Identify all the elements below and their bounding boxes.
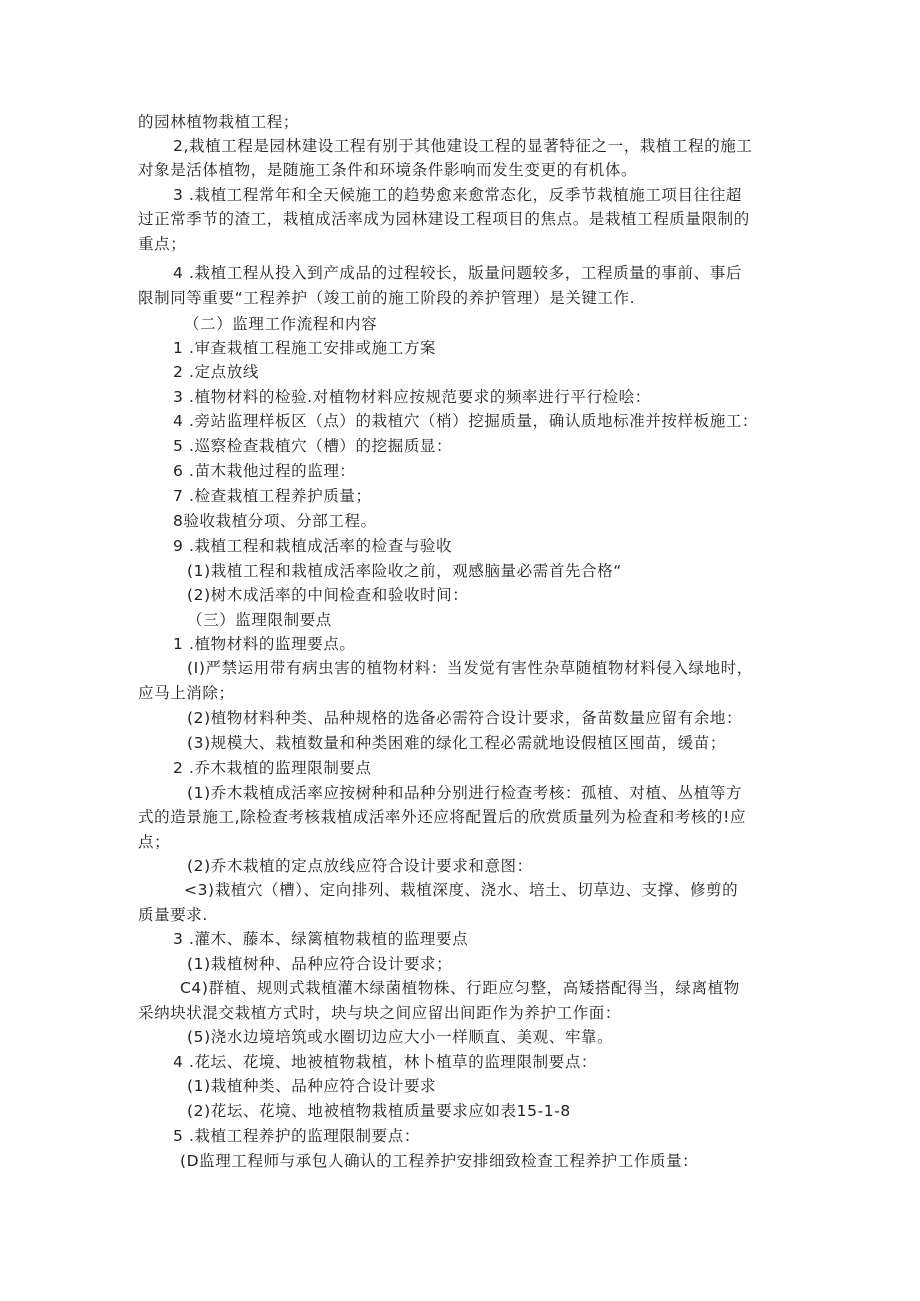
text-line: (2)树木成活率的中间检查和验收时间： bbox=[187, 586, 469, 604]
text-line: (I)严禁运用带有病虫害的植物材料：当发觉有害性杂草随植物材料侵入绿地时， bbox=[187, 659, 753, 677]
text-line: 4 .栽植工程从投入到产成品的过程较长，版量问题较多，工程质量的事前、事后 bbox=[173, 264, 742, 282]
text-line: 的园林植物栽植工程； bbox=[138, 113, 300, 131]
text-line: 9 .栽植工程和栽植成活率的检查与验收 bbox=[173, 537, 453, 555]
text-line: 5 .巡察检查栽植穴（槽）的挖掘质显： bbox=[173, 437, 453, 455]
text-line: 质量要求. bbox=[138, 906, 208, 924]
text-line: 1 .植物材料的监理要点。 bbox=[173, 635, 356, 653]
text-line: 式的造景施工,除检查考核栽植成活率外还应将配置后的欣赏质量列为检査和考核的!应 bbox=[138, 808, 747, 826]
text-line: 3 .植物材料的检验.对植物材料应按规范要求的频率进行平行检哙： bbox=[173, 388, 651, 406]
section-heading: （三）监理限制要点 bbox=[187, 611, 332, 629]
text-line: 点； bbox=[138, 833, 171, 851]
text-line: 限制同等重要“工程养护（竣工前的施工阶段的养护管理）是关键工作. bbox=[138, 289, 636, 307]
text-line: 2 .定点放线 bbox=[173, 363, 259, 381]
text-line: 2,栽植工程是园林建设工程有别于其他建设工程的显著特征之一，栽植工程的施工 bbox=[173, 137, 753, 155]
text-line: 过正常季节的渣工，栽植成活率成为园林建设工程项目的焦点。是栽植工程质量限制的 bbox=[138, 210, 750, 228]
text-line: (2)植物材料种类、品种规格的选备必需符合设计要求，备苗数量应留有余地： bbox=[187, 709, 743, 727]
text-line: (5)浇水边境培筑或水圈切边应大小一样顺直、美观、牢靠。 bbox=[187, 1028, 614, 1046]
text-line: 采纳块状混交栽植方式时，块与块之间应留出间距作为养护工作面： bbox=[138, 1004, 622, 1022]
text-line: 6 .苗木栽他过程的监理： bbox=[173, 462, 356, 480]
text-line: 4 .旁站监理样板区（点）的栽植穴（梢）挖掘质量，确认质地标准并按样板施工： bbox=[173, 412, 759, 430]
text-line: 3 .灌木、藤本、绿篱植物栽植的监理要点 bbox=[173, 930, 469, 948]
text-line: C4)群植、规则式栽植灌木绿菌植物株、行距应匀整，高矮搭配得当，绿离植物 bbox=[180, 979, 740, 997]
text-line: (D监理工程师与承包人确认的工程养护安排细致检查工程养护工作质量： bbox=[180, 1152, 699, 1170]
text-line: (1)乔木栽植成活率应按树种和品种分别进行检查考核：孤植、对植、丛植等方 bbox=[187, 784, 743, 802]
text-line: (1)栽植工程和栽植成活率险收之前，观感脑量必需首先合格“ bbox=[187, 562, 622, 580]
text-line: (2)乔木栽植的定点放线应符合设计要求和意图： bbox=[187, 857, 533, 875]
text-line: (2)花坛、花境、地被植物栽植质量要求应如表15-1-8 bbox=[187, 1102, 571, 1120]
text-line: 应马上消除； bbox=[138, 684, 235, 702]
text-line: 4 .花坛、花境、地被植物栽植，林卜植草的监理限制要点： bbox=[173, 1053, 598, 1071]
text-line: 对象是活体植物，是随施工条件和环境条件影响而发生变更的有机体。 bbox=[138, 161, 638, 179]
text-line: <3)栽植穴（槽）、定向排列、栽植深度、浇水、培土、切草边、支撑、修剪的 bbox=[184, 881, 739, 899]
text-line: 5 .栽植工程养护的监理限制要点： bbox=[173, 1127, 420, 1145]
text-line: 1 .审查栽植工程施工安排或施工方案 bbox=[173, 339, 437, 357]
text-line: (3)规模大、栽植数量和种类困难的绿化工程必需就地设假植区囤苗，缓苗； bbox=[187, 734, 726, 752]
text-line: 8验收栽植分项、分部工程。 bbox=[173, 512, 377, 530]
text-line: (1)栽植种类、品种应符合设计要求 bbox=[187, 1077, 437, 1095]
text-line: (1)栽植树种、品种应符合设计要求； bbox=[187, 955, 453, 973]
text-line: 3 .栽植工程常年和全天候施工的趋势愈来愈常态化，反季节栽植施工项目往往超 bbox=[173, 186, 742, 204]
text-line: 7 .检查栽植工程养护质量； bbox=[173, 487, 372, 505]
section-heading: （二）监理工作流程和内容 bbox=[184, 315, 378, 333]
text-line: 2 .乔木栽植的监理限制要点 bbox=[173, 759, 372, 777]
text-line: 重点； bbox=[138, 235, 187, 253]
